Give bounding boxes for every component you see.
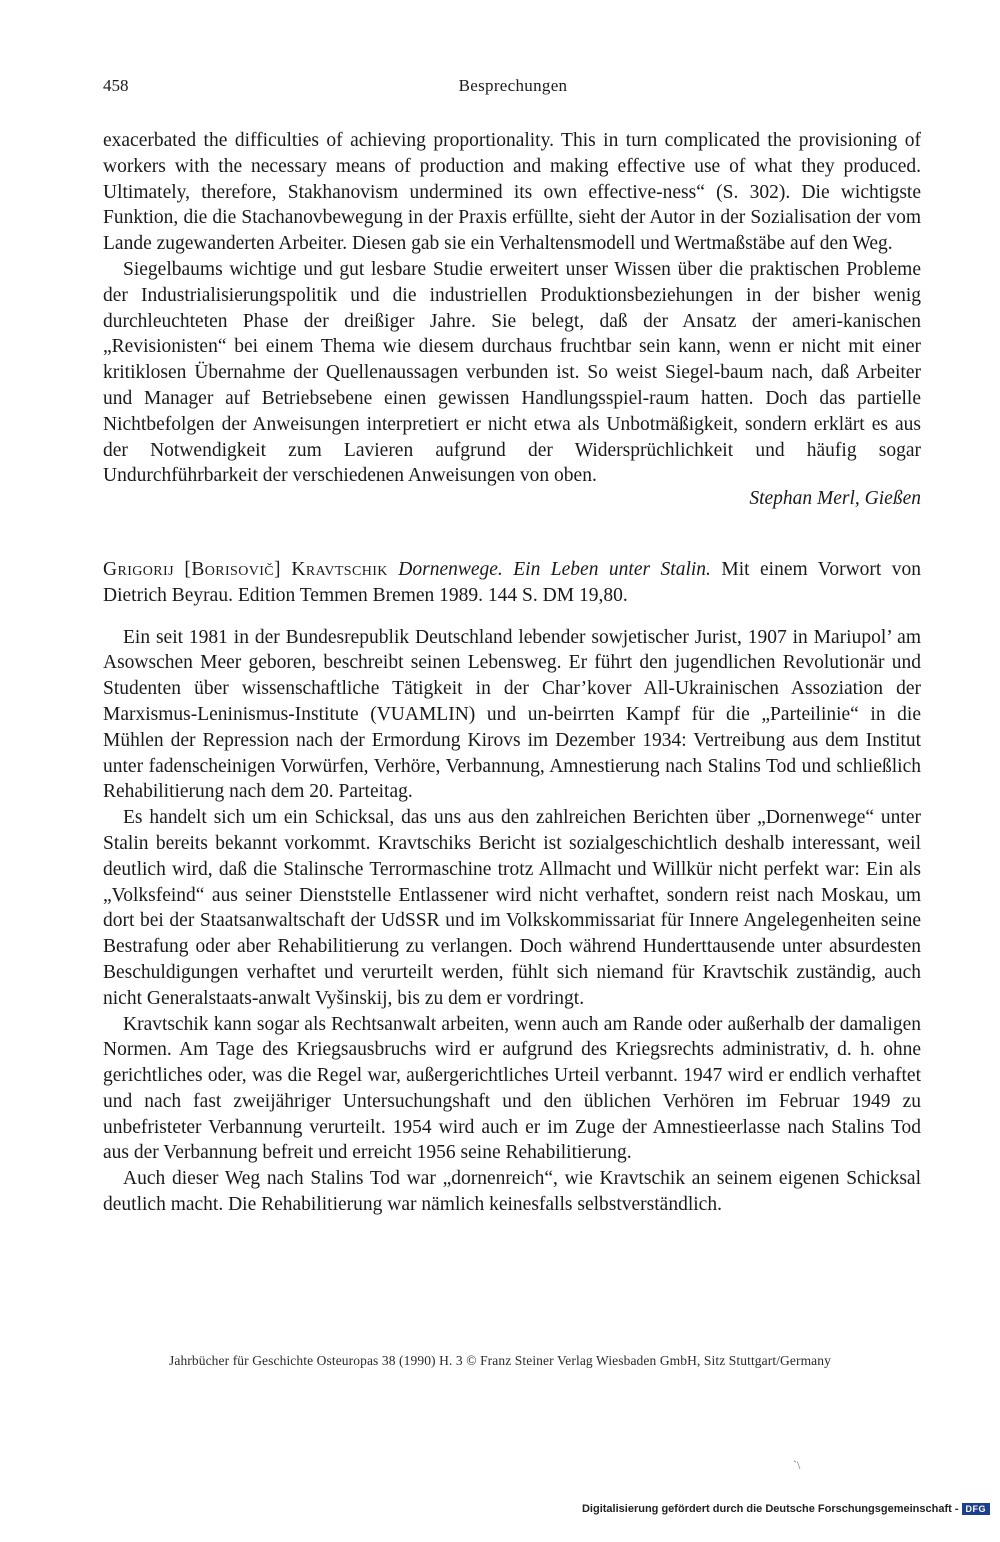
review1-signature: Stephan Merl, Gießen [749,488,921,510]
review2-paragraph-4: Auch dieser Weg nach Stalins Tod war „dornenreich“, wie Kravtschik an seinem eigenen Schicksal deutlich macht. Die Rehabilitierung war nämlich keinesfalls selbstverständlich. [103,1168,921,1216]
review2-paragraph-3: Kravtschik kann sogar als Rechtsanwalt arbeiten, wenn auch am Rande oder außerhalb der damaligen Normen. Am Tage des Kriegsausbruchs wird er aufgrund des Kriegsrechts administrativ, d. h. ohne gerichtliches oder, was die Regel war, außergerichtliches Urteil verbannt. 1947 wird er endlich verhaftet und nach fast zweijähriger Untersuchungshaft und den üblichen Verhören im Februar 1949 zu unbefristeter Verbannung verurteilt. 1954 wird auch er im Zuge der Amnestieerlasse nach Stalins Tod aus der Verbannung befreit und erreicht 1956 seine Rehabilitierung. [103,1013,921,1164]
page-number: 458 [103,76,129,95]
citation-author-first: Grigorij [103,558,174,580]
review2-paragraph-1: Ein seit 1981 in der Bundesrepublik Deutschland lebender sowjetischer Jurist, 1907 in Mariupol’ am Asowschen Meer geboren, beschreibt seinen Lebensweg. Er führt den jugendlichen Revolutionär und Studenten über wissenschaftliche Tätigkeit in der Char’kover All-Ukrainischen Assoziation der Marxismus-Leninismus-Institute (VUAMLIN) und un-beirrten Kampf für die „Parteilinie“ in die Mühlen der Repression nach der Ermordung Kirovs im Dezember 1934: Vertreibung aus dem Institut unter fadenscheinigen Vorwürfen, Verhöre, Verbannung, Amnestierung nach Stalins Tod und schließlich Rehabilitierung nach dem 20. Parteitag. [103,626,921,803]
citation-details: Mit einem Vorwort von Dietrich Beyrau. Edition Temmen Bremen 1989. 144 S. DM 19,80. [103,558,922,606]
digitization-text: Digitalisierung gefördert durch die Deutsche Forschungsgemeinschaft - [581,1503,959,1515]
citation-author-last: Kravtschik [291,558,388,580]
page-header [103,76,923,102]
review2-citation [103,557,921,609]
review1-paragraph-1: exacerbated the difficulties of achieving proportionality. This in turn complicated the provisioning of workers with the necessary means of production and making effective use of what they produced. Ultimately, therefore, Stakhanovism undermined its own effective-ness“ (S. 302). Die wichtigste Funktion, die die Stachanovbewegung in der Praxis erfüllte, sieht der Autor in der Sozialisation der vom Lande zugewanderten Arbeiter. Diesen gab sie ein Verhaltensmodell und Wertmaßstäbe auf den Weg. [103,130,921,255]
citation-author-middle: [Borisovič] [184,558,281,580]
running-head: Besprechungen [458,76,568,95]
citation-title: Dornenwege. Ein Leben unter Stalin. [398,558,711,580]
review2-paragraph-2: Es handelt sich um ein Schicksal, das uns aus den zahlreichen Berichten über „Dornenwege“ unter Stalin bereits bekannt vorkommt. Kravtschiks Bericht ist sozialgeschichtlich deshalb interessant, weil deutlich wird, daß die Stalinsche Terrormaschine trotz Allmacht und Willkür nicht perfekt war: Ein als „Volksfeind“ aus seiner Dienststelle Entlassener wird nicht verhaftet, sondern reist nach Moskau, um dort bei der Staatsanwaltschaft der UdSSR und im Volkskommissariat für Innere Angelegenheiten seine Bestrafung oder aber Rehabilitierung zu verlangen. Doch während Hunderttausende unter absurdesten Beschuldigungen verhaftet und verurteilt werden, fühlt sich niemand für Kravtschik zuständig, auch nicht Generalstaats-anwalt Vyšinskij, bis zu dem er vordringt. [103,807,921,1009]
page-body [103,128,921,1218]
journal-footer: Jahrbücher für Geschichte Osteuropas 38 (1990) H. 3 © Franz Steiner Verlag Wiesbaden GmbH, Sitz Stuttgart/Germany [169,1353,831,1368]
review1-paragraph-2: Siegelbaums wichtige und gut lesbare Studie erweitert unser Wissen über die praktischen Probleme der Industrialisierungspolitik und die industriellen Produktionsbeziehungen in der bisher wenig durchleuchteten Phase der dreißiger Jahre. Sie belegt, daß der Ansatz der ameri-kanischen „Revisionisten“ bei einem Thema wie diesem durchaus fruchtbar sein kann, wenn er nicht mit einer kritiklosen Übernahme der Quellenaussagen verbunden ist. So weist Siegel-baum nach, daß Arbeiter und Manager auf Betriebsebene einen gewissen Handlungsspiel-raum hatten. Doch das partielle Nichtbefolgen der Anweisungen interpretiert er nicht etwa als Unbotmäßigkeit, sondern erklärt es aus der Notwendigkeit zum Lavieren aufgrund der Widersprüchlichkeit und häufig sogar Undurchführbarkeit der verschiedenen Anweisungen von oben. [103,258,921,487]
scan-mark: `\ [793,1458,801,1472]
digitization-notice [582,1503,990,1515]
dfg-logo: DFG [962,1503,991,1515]
